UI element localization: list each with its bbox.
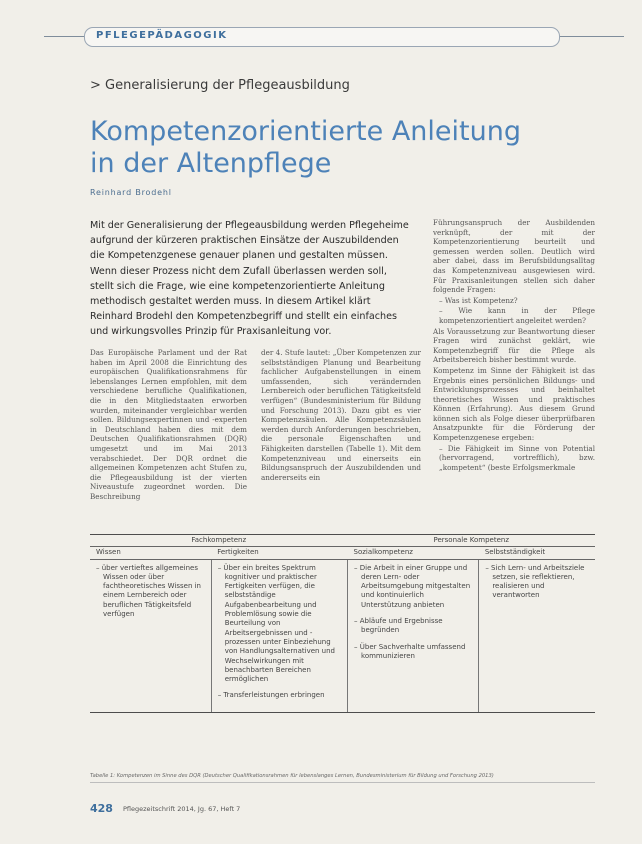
table-caption: Tabelle 1: Kompetenzen im Sinne des DQR (Deutscher Qualifikationsrahmen für lebenslanges Lernen, Bundesministerium für Bildung und Forschung 2013) [90, 773, 595, 783]
table-bullet: – über vertieftes allgemeines Wissen oder über fachtheoretisches Wissen in einem Lernbereich oder beruflichen Tätigkeitsfeld verfügen [96, 563, 201, 619]
table-col-header: Fertigkeiten [211, 547, 347, 559]
table-bullet: – Transferleistungen erbringen [217, 691, 325, 700]
table-bullet: – Die Arbeit in einer Gruppe und deren Lern- oder Arbeitsumgebung mitgestalten und kontinuierlich Unterstützung anbieten [354, 563, 471, 609]
table-cell-sozialkompetenz [348, 559, 479, 712]
body-column-3 [433, 218, 595, 473]
table-col-header: Sozialkompetenz [348, 547, 479, 559]
body-column-1: Das Europäische Parlament und der Rat haben im April 2008 die Einrichtung des europäischen Qualifikationsrahmens für lebenslanges Lernen empfohlen, mit dem verschiedene berufliche Qualifikationen, die in den Mitgliedstaaten erworben wurden, miteinander vergleichbar werden sollen. Bildungsexpertinnen und -experten in Deutschland haben dies mit dem Deutschen Qualifikationsrahmen (DQR) umgesetzt und im Mai 2013 verabschiedet. Der DQR ordnet die allgemeinen Kompetenzen acht Stufen zu, die Pflegeausbildung ist der vierten Niveaustufe zugeordnet worden. Die Beschreibung [90, 348, 247, 501]
page-number: 428 [90, 802, 113, 815]
table-col-header: Selbstständigkeit [479, 547, 595, 559]
table-cell-selbststaendigkeit [479, 559, 595, 712]
journal-citation: Pflegezeitschrift 2014, Jg. 67, Heft 7 [123, 805, 241, 813]
table-group-fachkompetenz: Fachkompetenz [90, 535, 348, 547]
title-line-1: Kompetenzorientierte Anleitung [90, 116, 521, 147]
author-byline: Reinhard Brodehl [90, 188, 172, 197]
col3-paragraph-3: Kompetenz im Sinne der Fähigkeit ist das Ergebnis eines persönlichen Bildungs- und Entwicklungsprozesses und beinhaltet theoretisches Wissen und praktisches Können (Erfahrung). Aus diesem Grund können sich als Folge dieser überprüfbaren Ansatzpunkte für die Förderung der Kompetenzgenese ergeben: [433, 365, 595, 443]
article-title [90, 116, 590, 180]
competence-table [90, 534, 595, 713]
table-cell-fertigkeiten [211, 559, 347, 712]
table-bullet: – Abläufe und Ergebnisse begründen [354, 617, 443, 635]
body-column-2: der 4. Stufe lautet: „Über Kompetenzen zur selbstständigen Planung und Bearbeitung fachlicher Aufgabenstellungen in einem umfassenden, sich verändernden Lernbereich oder beruflichen Tätigkeitsfeld verfügen“ (Bundesministerium für Bildung und Forschung 2013). Dazu gibt es vier Kompetenzsäulen. Alle Kompetenzsäulen werden durch Anforderungen beschrieben, die personale Eigenschaften und Fähigkeiten darstellen (Tabelle 1). Mit dem Kompetenzniveau und einerseits ein Bildungsanspruch der Auszubildenden und andererseits ein [261, 348, 421, 482]
col3-list-item: – Wie kann in der Pflege kompetenzorientiert angeleitet werden? [439, 306, 595, 325]
table-col-header: Wissen [90, 547, 211, 559]
table-bullet: – Über Sachverhalte umfassend kommunizieren [354, 642, 466, 660]
title-line-2: in der Altenpflege [90, 148, 332, 179]
table-row [90, 559, 595, 712]
table-group-personale-kompetenz: Personale Kompetenz [348, 535, 595, 547]
col3-list-item: – Die Fähigkeit im Sinne von Potential (hervorragend, vortrefflich), bzw. „kompetent“ (beste Erfolgsmerkmale [439, 443, 595, 472]
section-label: PFLEGEPÄDAGOGIK [96, 30, 228, 41]
col3-paragraph-2: Als Voraussetzung zur Beantwortung dieser Fragen wird zunächst geklärt, wie Kompetenzbegriff für die Pflege als Arbeitsbereich bisher bestimmt wurde. [433, 326, 595, 365]
col3-paragraph-1: Führungsanspruch der Ausbildenden verknüpft, der mit der Kompetenzorientierung beurteilt und gemessen werden sollen. Deutlich wird aber dabei, dass im Berufsbildungsalltag das Kompetenzniveau ausgewiesen wird. Für Praxisanleitungen stellen sich daher folgende Fragen: [433, 218, 595, 295]
table-cell-wissen [90, 559, 211, 712]
lead-paragraph: Mit der Generalisierung der Pflegeausbildung werden Pflegeheime aufgrund der kürzeren praktischen Einsätze der Auszubildenden die Kompetenzgenese genauer planen und gestalten müssen. Wenn dieser Prozess nicht dem Zufall überlassen werden soll, stellt sich die Frage, wie eine kompetenzorientierte Anleitung methodisch gestaltet werden muss. In diesem Artikel klärt Reinhard Brodehl den Kompetenzbegriff und stellt ein einfaches und wirkungsvolles Prinzip für Praxisanleitung vor. [90, 220, 409, 338]
table-bullet: – Über ein breites Spektrum kognitiver und praktischer Fertigkeiten verfügen, die selbstständige Aufgabenbearbeitung und Problemlösung sowie die Beurteilung von Arbeitsergebnissen und -prozessen unter Einbeziehung von Handlungsalternativen und Wechselwirkungen mit benachbarten Bereichen ermöglichen [217, 563, 335, 684]
col3-list-item: – Was ist Kompetenz? [439, 295, 518, 305]
table-bullet: – Sich Lern- und Arbeitsziele setzen, sie reflektieren, realisieren und verantworten [485, 563, 585, 600]
article-kicker: > Generalisierung der Pflegeausbildung [90, 78, 350, 93]
